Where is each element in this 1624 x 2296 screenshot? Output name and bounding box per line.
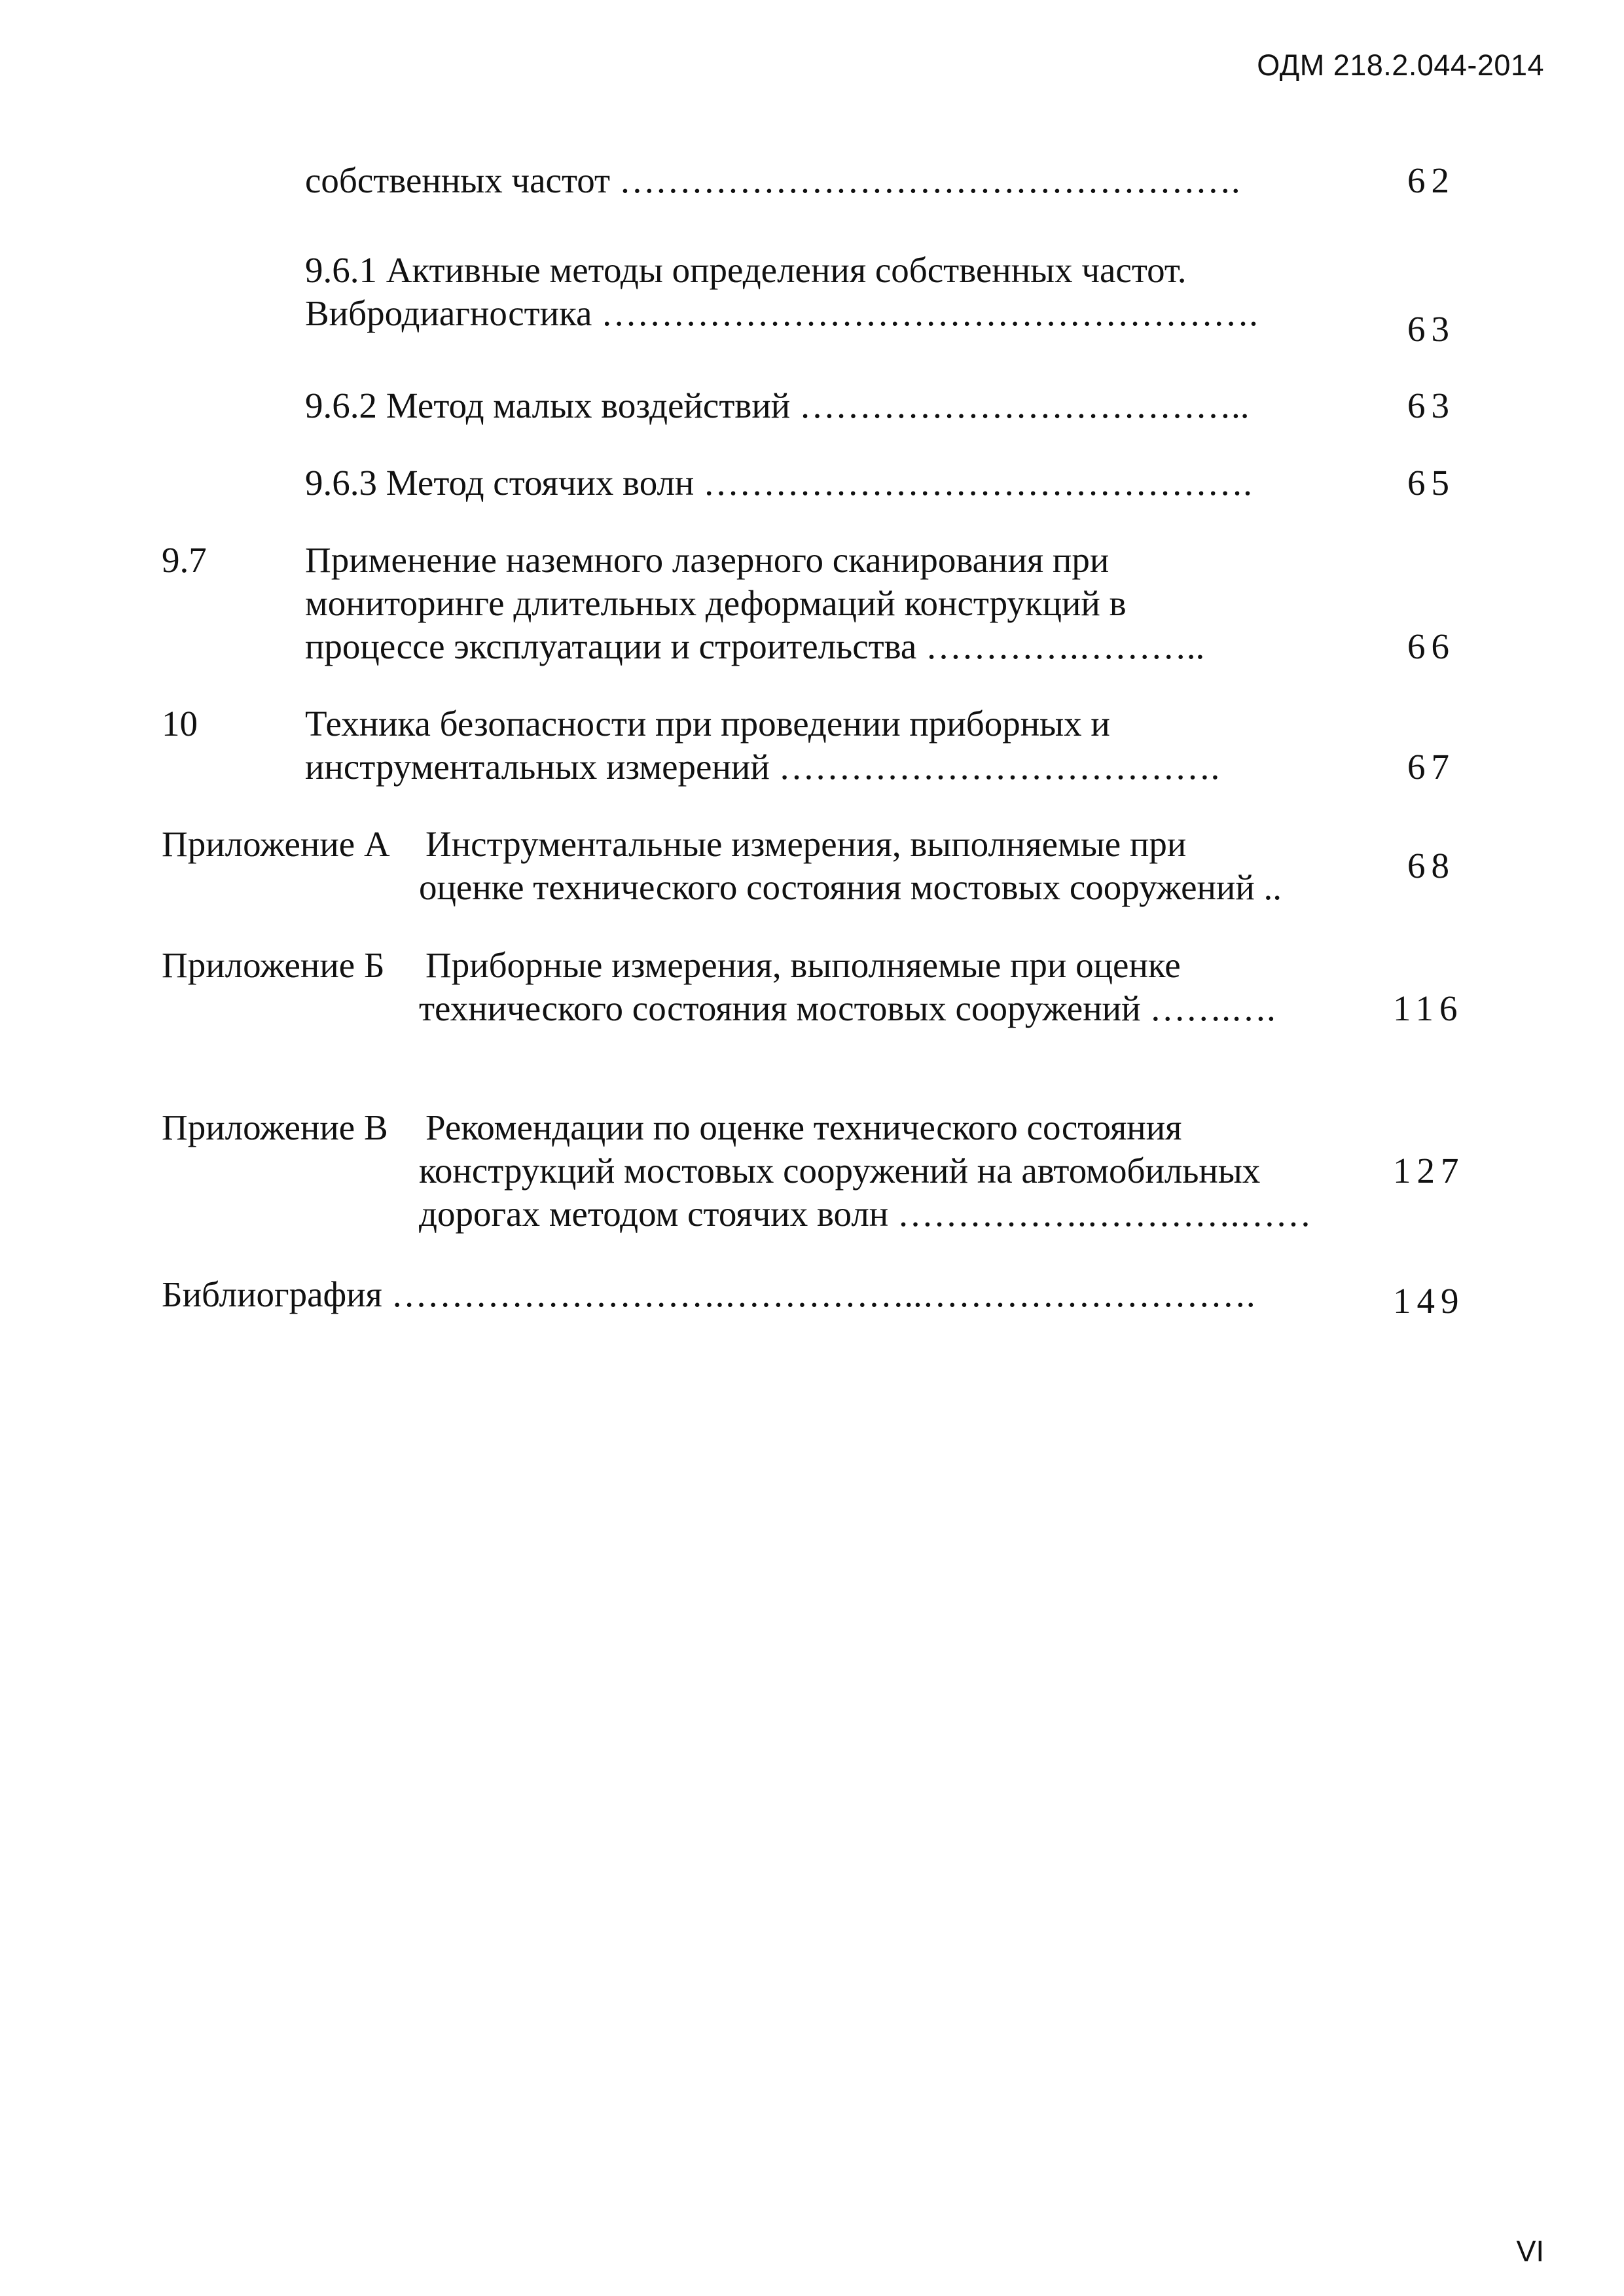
toc-entry-text: собственных частот …………………………………………….: [305, 160, 1240, 200]
toc-section-number: 9.7: [162, 540, 207, 580]
toc-page-number: 63: [1407, 386, 1455, 425]
toc-page-number: 66: [1407, 626, 1455, 666]
toc-entry-text: 9.6.3 Метод стоячих волн ……………………………………….: [305, 463, 1252, 503]
toc-page-number: 67: [1407, 747, 1455, 787]
toc-entry-text: дорогах методом стоячих волн …………….………….……: [419, 1194, 1312, 1234]
toc-entry-text: 9.6.2 Метод малых воздействий ………………………………..: [305, 386, 1250, 425]
toc-entry-text: Вибродиагностика ……………………………………………….: [305, 293, 1258, 333]
toc-entry-text: инструментальных измерений ……………………………….: [305, 747, 1220, 787]
toc-entry-text: процессе эксплуатации и строительства ………….………..: [305, 626, 1205, 666]
toc-entry-text: Техника безопасности при проведении приборных и: [305, 704, 1110, 744]
toc-entry-text: 9.6.1 Активные методы определения собственных частот.: [305, 250, 1187, 290]
toc-page-number: 62: [1407, 160, 1455, 200]
toc-entry-text: Библиография ……………………….……………..……………………….: [162, 1274, 1255, 1314]
toc-entry-text: Приборные измерения, выполняемые при оценке: [425, 945, 1181, 985]
page-number-roman: VI: [1516, 2234, 1544, 2268]
toc-page-number: 116: [1393, 988, 1464, 1028]
toc-entry-text: оценке технического состояния мостовых сооружений ..: [419, 867, 1282, 907]
toc-page-number: 63: [1407, 309, 1455, 349]
toc-entry-text: конструкций мостовых сооружений на автомобильных: [419, 1151, 1261, 1191]
toc-appendix-label: Приложение В: [162, 1107, 388, 1147]
toc-page-number: 68: [1407, 846, 1455, 886]
toc-entry-text: Инструментальные измерения, выполняемые при: [425, 824, 1187, 864]
toc-entry-text: Рекомендации по оценке технического состояния: [425, 1107, 1182, 1147]
toc-appendix-label: Приложение Б: [162, 945, 385, 985]
toc-appendix-label: Приложение А: [162, 824, 390, 864]
toc-page-number: 149: [1393, 1281, 1465, 1321]
toc-entry-text: мониторинге длительных деформаций конструкций в: [305, 583, 1127, 623]
toc-page-number: 65: [1407, 463, 1455, 503]
toc-entry-text: Применение наземного лазерного сканирования при: [305, 540, 1110, 580]
toc-page-number: 127: [1393, 1151, 1465, 1191]
toc-entry-text: технического состояния мостовых сооружений …….….: [419, 988, 1276, 1028]
document-code-header: ОДМ 218.2.044-2014: [1257, 48, 1544, 82]
toc-section-number: 10: [162, 704, 198, 744]
